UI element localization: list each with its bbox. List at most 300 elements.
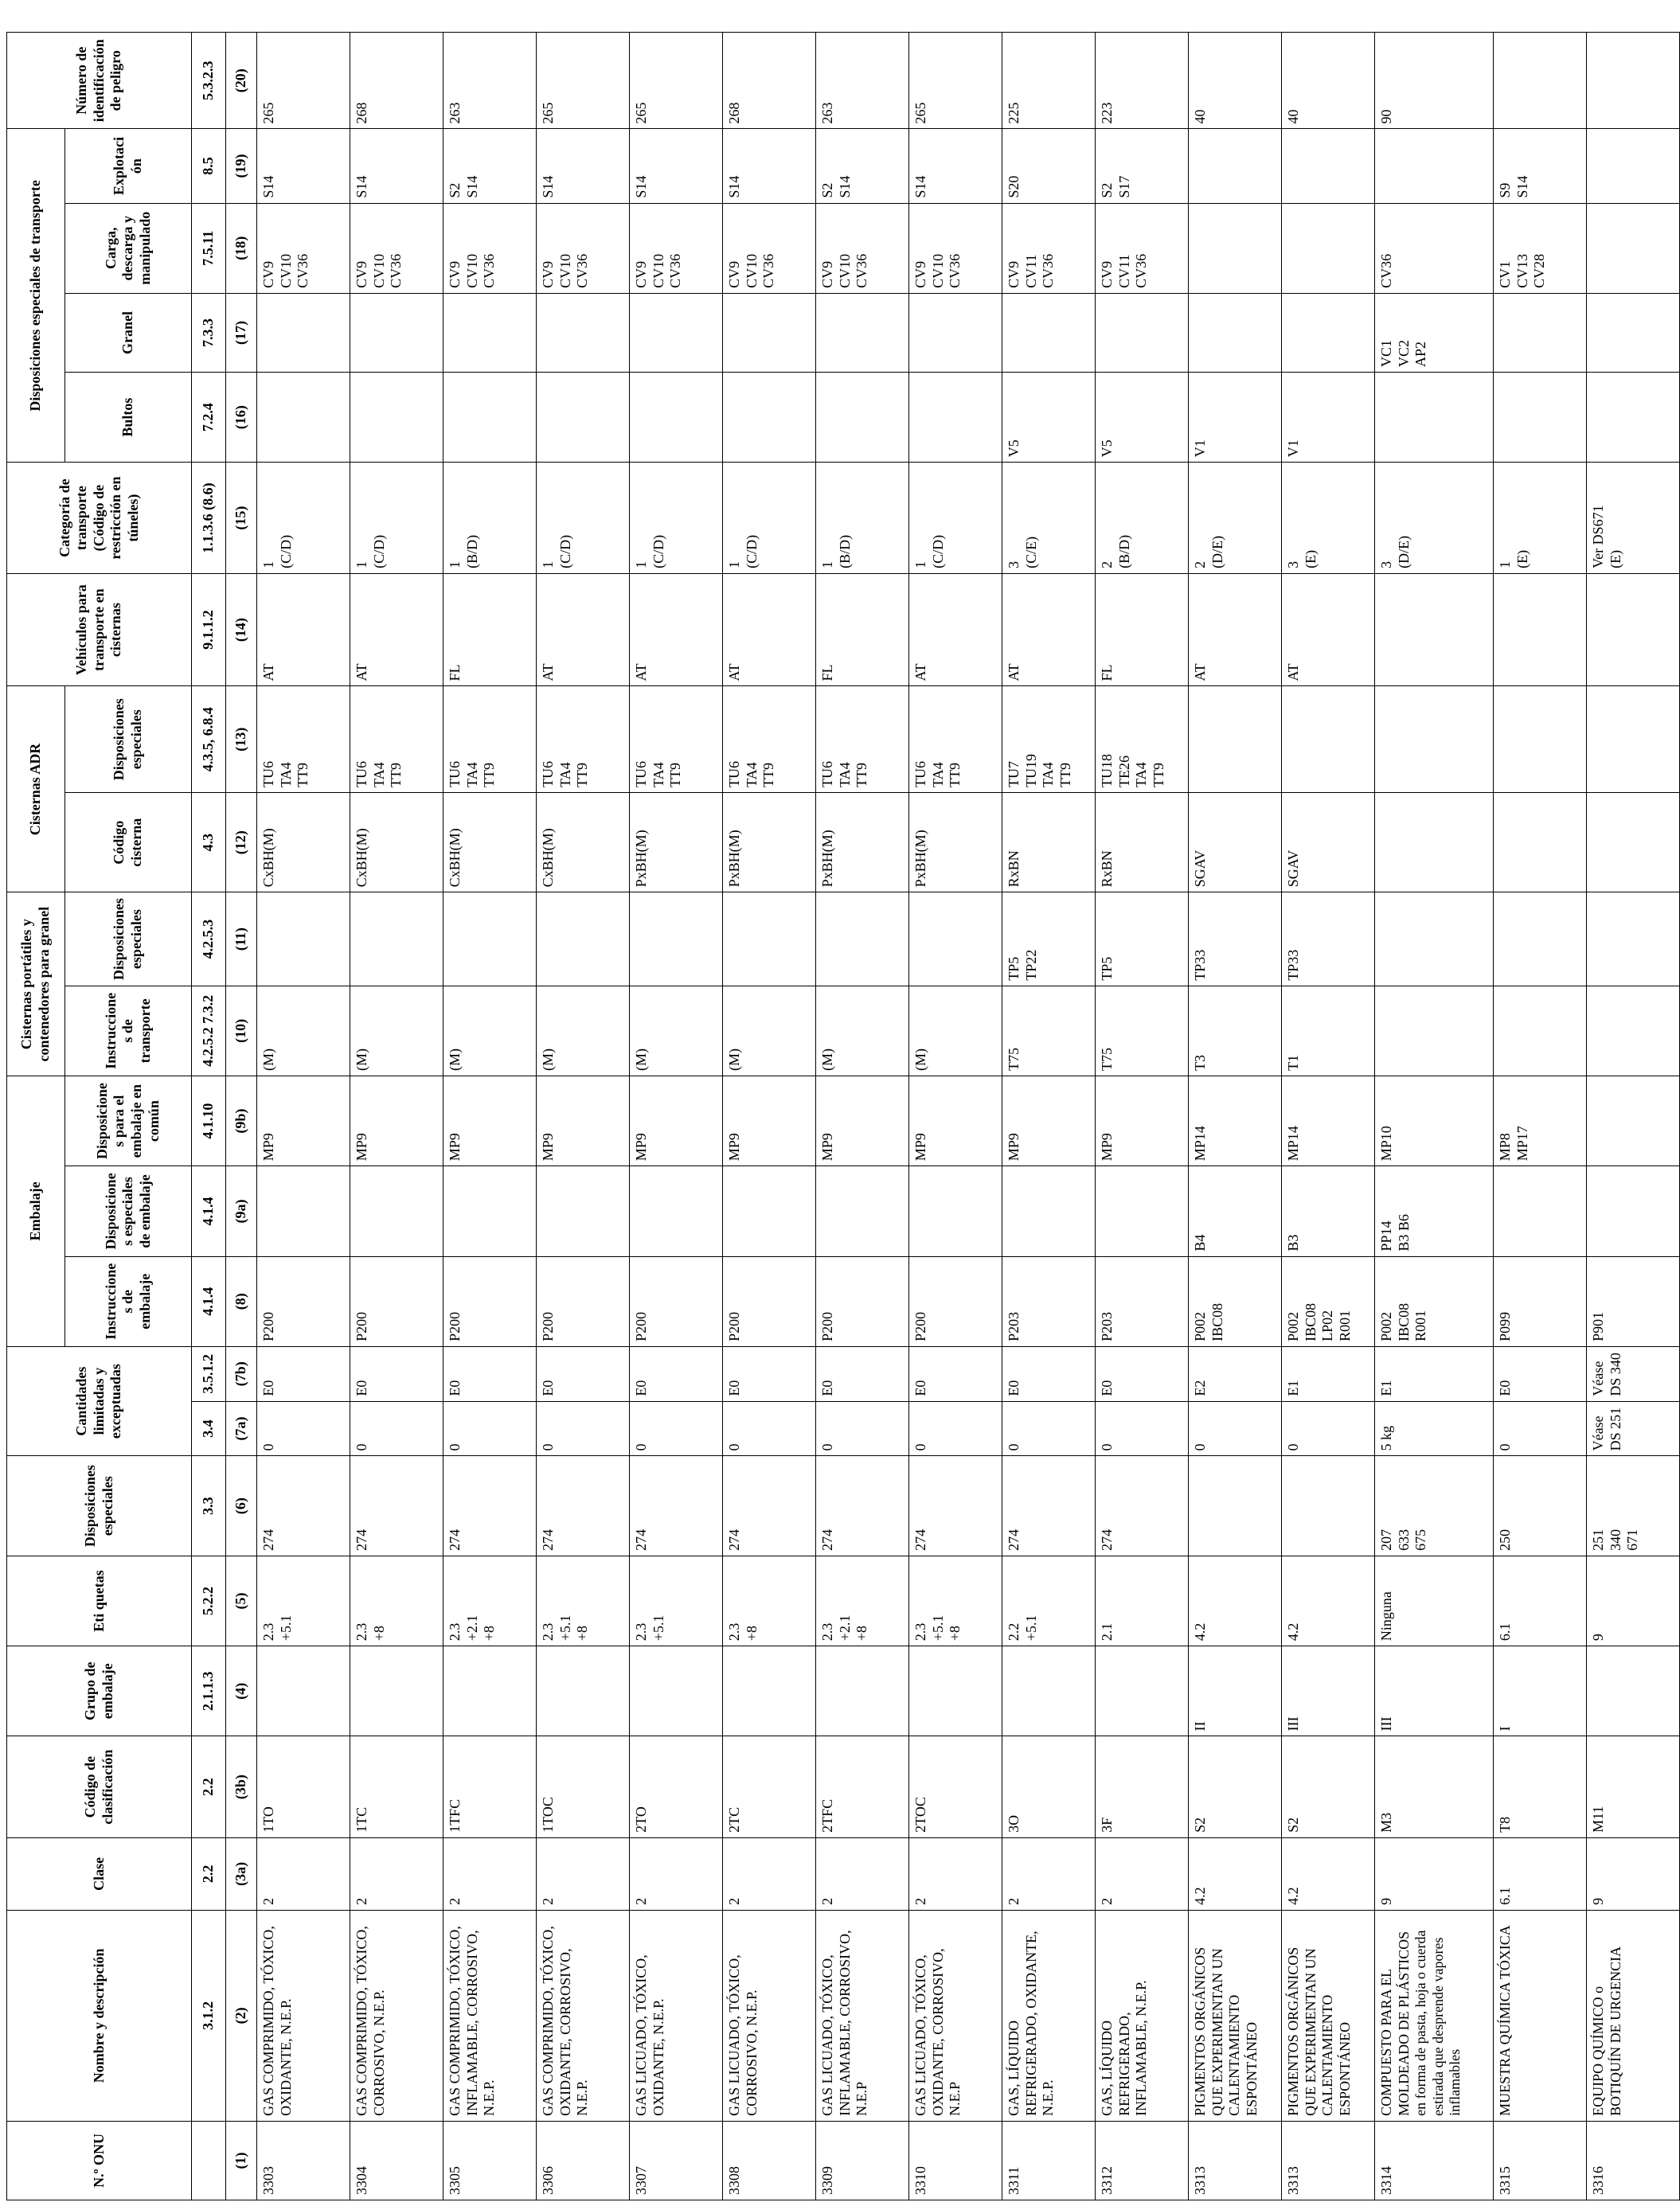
table-cell: 0 — [723, 1401, 816, 1456]
table-cell — [1587, 293, 1680, 372]
column-number: (3b) — [226, 1736, 257, 1837]
table-cell: (M) — [630, 986, 723, 1076]
table-cell: 0 — [1189, 1401, 1282, 1456]
column-reference: 3.1.2 — [192, 1910, 226, 2121]
table-cell: 9 — [1375, 1837, 1494, 1910]
table-cell: 2.3 +5.1 — [630, 1556, 723, 1646]
table-cell — [909, 892, 1002, 986]
table-cell: 40 — [1282, 33, 1375, 130]
table-cell — [350, 1646, 443, 1736]
table-cell: 4.2 — [1282, 1556, 1375, 1646]
table-cell: (M) — [537, 986, 630, 1076]
group-header-limited-quantities: Cantidades limitadas y exceptuadas — [7, 1346, 192, 1456]
table-cell: P200 — [723, 1256, 816, 1346]
table-cell: CV9 CV11 CV36 — [1096, 203, 1189, 293]
column-reference: 7.3.3 — [192, 293, 226, 372]
table-row — [1375, 33, 1494, 2200]
table-cell — [443, 373, 537, 463]
table-cell: 3307 — [630, 2121, 723, 2200]
table-cell: MP9 — [1002, 1076, 1096, 1166]
table-cell: TU6 TA4 TT9 — [537, 686, 630, 793]
table-row — [443, 33, 537, 2200]
table-cell: RxBN — [1002, 792, 1096, 892]
table-cell: 3306 — [537, 2121, 630, 2200]
table-cell: 90 — [1375, 33, 1494, 130]
table-cell — [1587, 892, 1680, 986]
table-cell: 268 — [350, 33, 443, 130]
table-cell: S2 S14 — [816, 129, 909, 203]
table-cell — [630, 1646, 723, 1736]
table-cell: M11 — [1587, 1736, 1680, 1837]
column-number: (17) — [226, 293, 257, 372]
table-cell: 3304 — [350, 2121, 443, 2200]
group-header-special-transport: Disposiciones especiales de transporte — [7, 129, 65, 463]
table-cell: S2 S17 — [1096, 129, 1189, 203]
table-cell: MP10 — [1375, 1076, 1494, 1166]
column-reference: 3.4 — [192, 1401, 226, 1456]
table-cell — [723, 1646, 816, 1736]
table-cell: AT — [257, 573, 350, 686]
col-header-adr-tank-provisions: Disposiciones especiales — [65, 686, 192, 793]
table-cell: 1 (C/D) — [723, 463, 816, 574]
table-cell: 2 — [1096, 1837, 1189, 1910]
table-cell: FL — [443, 573, 537, 686]
table-row — [1002, 33, 1096, 2200]
table-cell: V1 — [1282, 373, 1375, 463]
table-cell — [1096, 293, 1189, 372]
table-cell: B4 — [1189, 1166, 1282, 1256]
table-cell — [1282, 203, 1375, 293]
table-cell: TP5 TP22 — [1002, 892, 1096, 986]
table-cell — [1494, 892, 1587, 986]
table-cell: PxBH(M) — [909, 792, 1002, 892]
table-cell: MP9 — [723, 1076, 816, 1166]
table-cell: (M) — [257, 986, 350, 1076]
table-cell: Véase DS 340 — [1587, 1346, 1680, 1401]
table-cell: E0 — [537, 1346, 630, 1401]
table-cell: S14 — [350, 129, 443, 203]
group-header-portable-tanks: Cisternas portátiles y contenedores para granel — [7, 892, 65, 1076]
col-header-un-number: N.º ONU — [7, 2121, 192, 2200]
table-cell — [1375, 986, 1494, 1076]
column-reference: 9.1.1.2 — [192, 573, 226, 686]
column-number: (14) — [226, 573, 257, 686]
table-cell: 225 — [1002, 33, 1096, 130]
table-cell — [1282, 686, 1375, 793]
table-cell: MP8 MP17 — [1494, 1076, 1587, 1166]
group-header-packaging: Embalaje — [7, 1076, 65, 1347]
table-cell — [909, 1166, 1002, 1256]
table-cell: 0 — [1282, 1401, 1375, 1456]
table-cell: 274 — [257, 1456, 350, 1556]
table-cell: 2 — [630, 1837, 723, 1910]
table-cell: E0 — [630, 1346, 723, 1401]
table-cell — [1375, 373, 1494, 463]
table-cell — [1189, 293, 1282, 372]
col-header-tank-code: Código cisterna — [65, 792, 192, 892]
table-cell — [257, 892, 350, 986]
table-cell — [816, 892, 909, 986]
table-row — [1189, 33, 1282, 2200]
table-cell: 2 — [909, 1837, 1002, 1910]
table-row — [537, 33, 630, 2200]
table-cell — [723, 373, 816, 463]
table-row — [1096, 33, 1189, 2200]
table-cell — [443, 1646, 537, 1736]
table-cell — [537, 892, 630, 986]
table-cell: T75 — [1096, 986, 1189, 1076]
col-header-packing-instructions: Instrucciones de embalaje — [65, 1256, 192, 1346]
table-cell — [350, 293, 443, 372]
table-cell: TP33 — [1282, 892, 1375, 986]
table-cell: E0 — [1494, 1346, 1587, 1401]
table-cell: 1 (C/D) — [350, 463, 443, 574]
table-cell — [1494, 573, 1587, 686]
table-cell: 1 (C/D) — [630, 463, 723, 574]
column-reference: 2.1.1.3 — [192, 1646, 226, 1736]
table-cell: S20 — [1002, 129, 1096, 203]
table-cell: MP9 — [443, 1076, 537, 1166]
table-cell — [1587, 1646, 1680, 1736]
table-cell: TU18 TE26 TA4 TT9 — [1096, 686, 1189, 793]
table-cell: AT — [1282, 573, 1375, 686]
table-cell: PxBH(M) — [816, 792, 909, 892]
table-cell: E0 — [350, 1346, 443, 1401]
table-cell: GAS, LÍQUIDO REFRIGERADO, INFLAMABLE, N.E.P. — [1096, 1910, 1189, 2121]
table-cell — [443, 892, 537, 986]
col-header-operation: Explotación — [65, 129, 192, 203]
table-cell: AT — [537, 573, 630, 686]
table-cell: RxBN — [1096, 792, 1189, 892]
table-cell: CxBH(M) — [443, 792, 537, 892]
table-cell: E2 — [1189, 1346, 1282, 1401]
column-reference: 3.3 — [192, 1456, 226, 1556]
table-cell: AT — [1002, 573, 1096, 686]
table-cell: 3303 — [257, 2121, 350, 2200]
table-cell: 251 340 671 — [1587, 1456, 1680, 1556]
table-cell: P002 IBC08 R001 — [1375, 1256, 1494, 1346]
table-cell — [1002, 293, 1096, 372]
table-cell: TP5 — [1096, 892, 1189, 986]
column-number: (3a) — [226, 1837, 257, 1910]
table-cell: 2 — [350, 1837, 443, 1910]
table-cell: B3 — [1282, 1166, 1375, 1256]
table-cell — [1375, 573, 1494, 686]
table-cell: P200 — [537, 1256, 630, 1346]
table-cell — [1096, 1166, 1189, 1256]
col-header-tank-vehicles: Vehículos para transporte en cisternas — [7, 573, 192, 686]
table-cell: T1 — [1282, 986, 1375, 1076]
table-cell: 2TO — [630, 1736, 723, 1837]
table-cell: 0 — [1494, 1401, 1587, 1456]
table-cell: GAS COMPRIMIDO, TÓXICO, OXIDANTE, CORROSIVO, N.E.P. — [537, 1910, 630, 2121]
table-cell: MUESTRA QUÍMICA TÓXICA — [1494, 1910, 1587, 2121]
table-cell — [257, 1646, 350, 1736]
table-cell — [1494, 33, 1587, 130]
column-reference: 7.2.4 — [192, 373, 226, 463]
col-header-transport-category: Categoría de transporte (Código de restricción en túneles) — [7, 463, 192, 574]
table-cell: 0 — [537, 1401, 630, 1456]
table-cell: P200 — [257, 1256, 350, 1346]
column-reference: 8.5 — [192, 129, 226, 203]
table-cell: COMPUESTO PARA EL MOLDEADO DE PLÁSTICOS en forma de pasta, hoja o cuerda estirada que desprende vapores inflamables — [1375, 1910, 1494, 2121]
reference-row — [192, 33, 226, 2200]
column-number: (19) — [226, 129, 257, 203]
column-number: (11) — [226, 892, 257, 986]
table-cell: TU6 TA4 TT9 — [909, 686, 1002, 793]
table-cell: CV36 — [1375, 203, 1494, 293]
col-header-special-provisions: Disposiciones especiales — [7, 1456, 192, 1556]
table-cell: 2 — [443, 1837, 537, 1910]
table-row — [350, 33, 443, 2200]
table-cell: CV1 CV13 CV28 — [1494, 203, 1587, 293]
rotated-table-container — [6, 32, 1641, 2200]
table-cell: E0 — [257, 1346, 350, 1401]
table-cell: 2.1 — [1096, 1556, 1189, 1646]
table-cell: S14 — [909, 129, 1002, 203]
column-number: (1) — [226, 2121, 257, 2200]
table-cell — [1189, 129, 1282, 203]
table-cell: TU6 TA4 TT9 — [443, 686, 537, 793]
column-reference: 4.3 — [192, 792, 226, 892]
table-cell — [350, 373, 443, 463]
column-reference: 5.3.2.3 — [192, 33, 226, 130]
table-cell — [1494, 293, 1587, 372]
table-cell: PP14 B3 B6 — [1375, 1166, 1494, 1256]
table-cell: 2 (B/D) — [1096, 463, 1189, 574]
column-number: (16) — [226, 373, 257, 463]
col-header-mixed-packing: Disposiciones para el embalaje en común — [65, 1076, 192, 1166]
table-cell — [1587, 33, 1680, 130]
table-row — [816, 33, 909, 2200]
table-cell: V1 — [1189, 373, 1282, 463]
col-header-special-packing-provisions: Disposiciones especiales de embalaje — [65, 1166, 192, 1256]
table-cell: 274 — [909, 1456, 1002, 1556]
column-reference: 4.1.4 — [192, 1166, 226, 1256]
table-cell: TU6 TA4 TT9 — [630, 686, 723, 793]
table-cell: MP14 — [1282, 1076, 1375, 1166]
table-cell: FL — [816, 573, 909, 686]
column-number: (12) — [226, 792, 257, 892]
table-cell — [443, 293, 537, 372]
col-header-packing-group: Grupo de embalaje — [7, 1646, 192, 1736]
table-cell: TU6 TA4 TT9 — [816, 686, 909, 793]
table-cell: 268 — [723, 33, 816, 130]
table-cell — [816, 293, 909, 372]
table-cell: 3310 — [909, 2121, 1002, 2200]
group-header-adr-tanks: Cisternas ADR — [7, 686, 65, 892]
table-cell: CV9 CV11 CV36 — [1002, 203, 1096, 293]
table-cell: P200 — [630, 1256, 723, 1346]
table-cell: E0 — [909, 1346, 1002, 1401]
table-cell: 2TFC — [816, 1736, 909, 1837]
table-cell: MP14 — [1189, 1076, 1282, 1166]
table-cell: CV9 CV10 CV36 — [350, 203, 443, 293]
table-cell — [723, 892, 816, 986]
column-reference: 4.2.5.3 — [192, 892, 226, 986]
col-header-loading: Carga, descarga y manipulado — [65, 203, 192, 293]
table-cell: P200 — [350, 1256, 443, 1346]
table-cell: 2.3 +5.1 +8 — [537, 1556, 630, 1646]
table-cell — [1375, 892, 1494, 986]
table-row — [723, 33, 816, 2200]
table-cell — [1587, 129, 1680, 203]
table-cell: CV9 CV10 CV36 — [723, 203, 816, 293]
table-cell — [257, 373, 350, 463]
table-cell — [816, 373, 909, 463]
table-cell — [257, 293, 350, 372]
table-cell — [723, 293, 816, 372]
table-cell: 3 (E) — [1282, 463, 1375, 574]
table-cell: Véase DS 251 — [1587, 1401, 1680, 1456]
column-number: (5) — [226, 1556, 257, 1646]
table-cell: M3 — [1375, 1736, 1494, 1837]
table-cell — [1282, 293, 1375, 372]
table-cell: 207 633 675 — [1375, 1456, 1494, 1556]
table-cell: 9 — [1587, 1837, 1680, 1910]
table-cell: 2.3 +2.1 +8 — [443, 1556, 537, 1646]
table-cell: 0 — [443, 1401, 537, 1456]
table-cell: P203 — [1096, 1256, 1189, 1346]
table-cell: 6.1 — [1494, 1837, 1587, 1910]
table-cell — [537, 293, 630, 372]
table-cell: 2.3 +8 — [350, 1556, 443, 1646]
table-cell: 0 — [630, 1401, 723, 1456]
table-cell — [1375, 129, 1494, 203]
table-cell: V5 — [1096, 373, 1189, 463]
table-cell: 1TC — [350, 1736, 443, 1837]
table-cell: Ninguna — [1375, 1556, 1494, 1646]
table-cell — [1587, 986, 1680, 1076]
table-cell: GAS COMPRIMIDO, TÓXICO, CORROSIVO, N.E.P. — [350, 1910, 443, 2121]
table-cell: PxBH(M) — [723, 792, 816, 892]
table-cell: 2.3 +8 — [723, 1556, 816, 1646]
table-cell: P200 — [909, 1256, 1002, 1346]
table-cell: 0 — [257, 1401, 350, 1456]
table-cell — [1587, 573, 1680, 686]
col-header-labels: Eti quetas — [7, 1556, 192, 1646]
table-cell: 5 kg — [1375, 1401, 1494, 1456]
column-reference: 3.5.1.2 — [192, 1346, 226, 1401]
table-cell: 0 — [350, 1401, 443, 1456]
column-reference: 5.2.2 — [192, 1556, 226, 1646]
table-cell — [537, 373, 630, 463]
table-cell: T75 — [1002, 986, 1096, 1076]
table-cell: TU6 TA4 TT9 — [257, 686, 350, 793]
table-cell: 9 — [1587, 1556, 1680, 1646]
table-cell — [350, 1166, 443, 1256]
table-cell: 1TO — [257, 1736, 350, 1837]
table-cell: 0 — [1096, 1401, 1189, 1456]
table-cell: 3308 — [723, 2121, 816, 2200]
column-number: (7b) — [226, 1346, 257, 1401]
table-cell — [1587, 203, 1680, 293]
table-cell: S2 — [1189, 1736, 1282, 1837]
table-cell — [1282, 129, 1375, 203]
table-cell: S2 — [1282, 1736, 1375, 1837]
col-header-portable-tank-provisions: Disposiciones especiales — [65, 892, 192, 986]
table-cell: 2 — [1002, 1837, 1096, 1910]
table-cell — [816, 1166, 909, 1256]
table-cell — [630, 373, 723, 463]
table-cell: 2 — [816, 1837, 909, 1910]
table-cell — [1494, 986, 1587, 1076]
table-cell — [257, 1166, 350, 1256]
table-cell — [1587, 1076, 1680, 1166]
table-cell: E0 — [816, 1346, 909, 1401]
table-cell: AT — [909, 573, 1002, 686]
table-cell — [1189, 203, 1282, 293]
column-number: (20) — [226, 33, 257, 130]
table-cell — [1189, 686, 1282, 793]
column-number: (6) — [226, 1456, 257, 1556]
table-cell: SGAV — [1282, 792, 1375, 892]
col-header-class: Clase — [7, 1837, 192, 1910]
table-cell: MP9 — [630, 1076, 723, 1166]
table-cell: 263 — [443, 33, 537, 130]
table-cell — [443, 1166, 537, 1256]
table-cell: MP9 — [350, 1076, 443, 1166]
table-cell: (M) — [723, 986, 816, 1076]
table-cell: 0 — [1002, 1401, 1096, 1456]
table-cell: 1 (B/D) — [443, 463, 537, 574]
table-cell: AT — [1189, 573, 1282, 686]
table-cell: 1 (B/D) — [816, 463, 909, 574]
table-cell — [1375, 686, 1494, 793]
table-cell: 3314 — [1375, 2121, 1494, 2200]
table-cell — [1494, 373, 1587, 463]
table-cell: TU6 TA4 TT9 — [723, 686, 816, 793]
table-cell — [1494, 1166, 1587, 1256]
table-cell: CxBH(M) — [350, 792, 443, 892]
table-cell: EQUIPO QUÍMICO o BOTIQUÍN DE URGENCIA — [1587, 1910, 1680, 2121]
table-cell: II — [1189, 1646, 1282, 1736]
table-cell: 3312 — [1096, 2121, 1189, 2200]
table-cell: 3313 — [1282, 2121, 1375, 2200]
col-header-hazard-id: Número de identificación de peligro — [7, 33, 192, 130]
table-cell: VC1 VC2 AP2 — [1375, 293, 1494, 372]
table-cell: T8 — [1494, 1736, 1587, 1837]
table-cell: CV9 CV10 CV36 — [537, 203, 630, 293]
table-row — [909, 33, 1002, 2200]
table-cell — [1282, 1456, 1375, 1556]
table-cell: MP9 — [816, 1076, 909, 1166]
table-cell: 3316 — [1587, 2121, 1680, 2200]
table-cell: 1 (C/D) — [257, 463, 350, 574]
table-cell: MP9 — [537, 1076, 630, 1166]
table-cell: 274 — [1096, 1456, 1189, 1556]
table-cell: 274 — [443, 1456, 537, 1556]
table-cell — [1189, 1456, 1282, 1556]
table-cell: TP33 — [1189, 892, 1282, 986]
column-reference: 4.2.5.2 7.3.2 — [192, 986, 226, 1076]
table-cell — [1096, 1646, 1189, 1736]
table-cell: S2 S14 — [443, 129, 537, 203]
table-cell: 223 — [1096, 33, 1189, 130]
table-cell: P200 — [816, 1256, 909, 1346]
table-cell: 2.2 +5.1 — [1002, 1556, 1096, 1646]
column-reference: 4.1.4 — [192, 1256, 226, 1346]
table-cell: 265 — [909, 33, 1002, 130]
table-cell: 2 (D/E) — [1189, 463, 1282, 574]
column-number: (8) — [226, 1256, 257, 1346]
table-cell: 0 — [909, 1401, 1002, 1456]
table-cell: P901 — [1587, 1256, 1680, 1346]
table-row — [1587, 33, 1680, 2200]
table-cell — [909, 1646, 1002, 1736]
table-cell: 3 (D/E) — [1375, 463, 1494, 574]
table-row — [1494, 33, 1587, 2200]
